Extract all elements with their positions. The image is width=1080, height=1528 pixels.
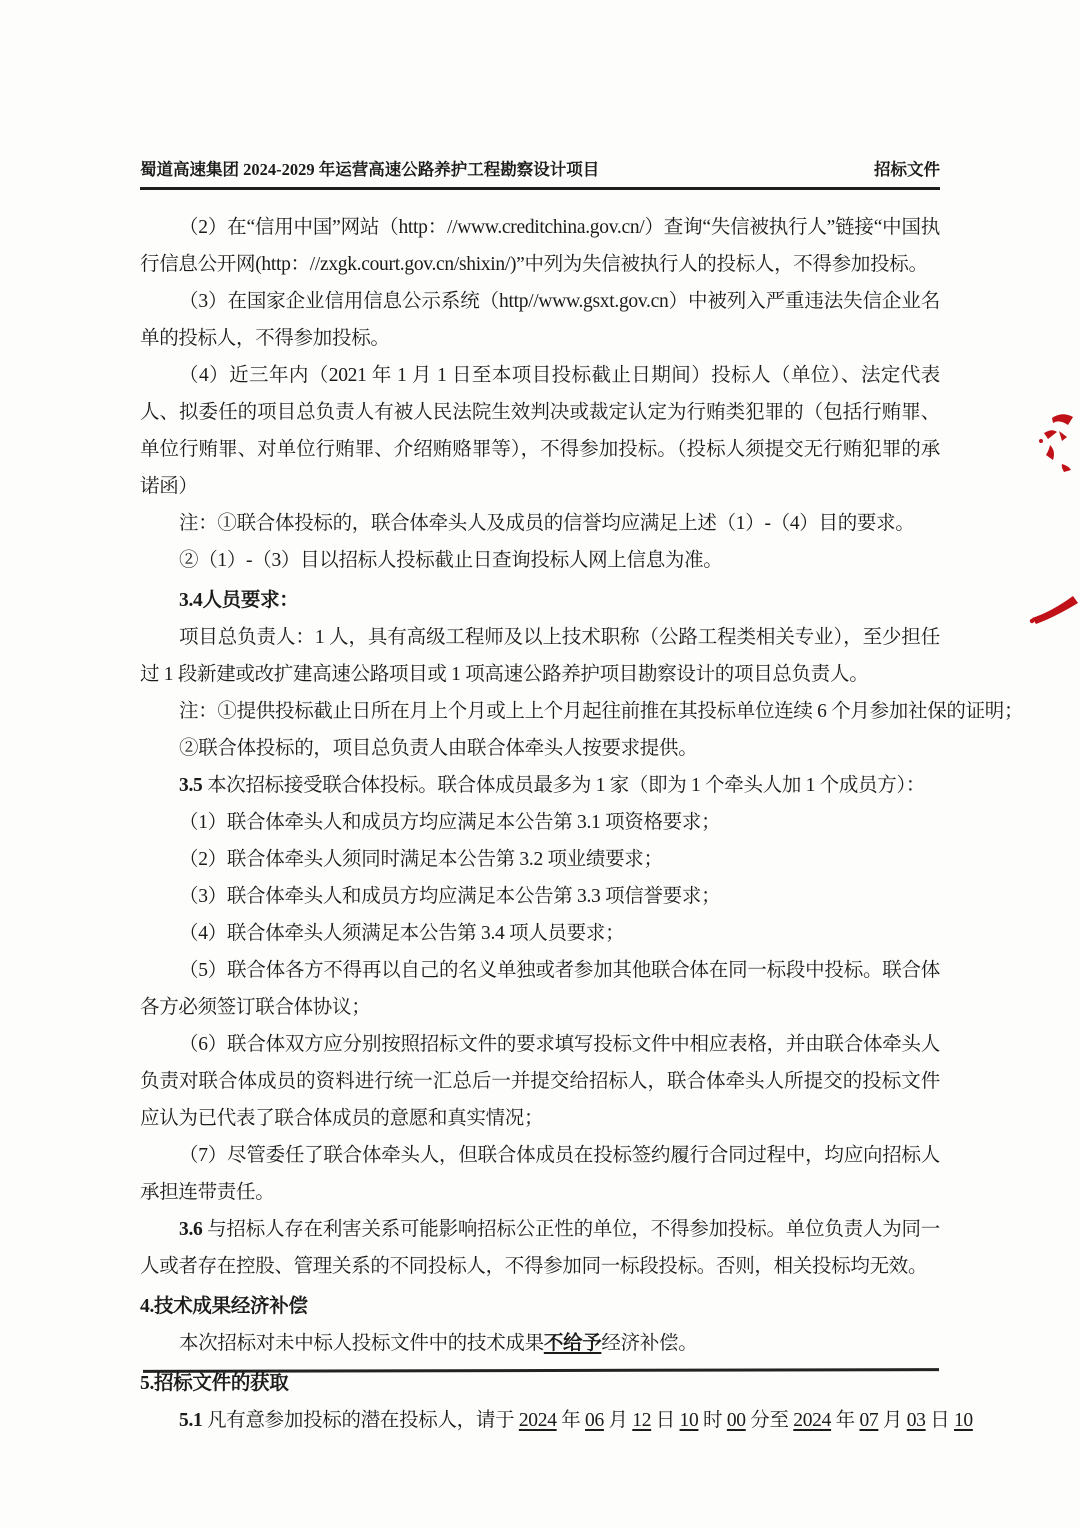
consortium-req-2: （2）联合体牵头人须同时满足本公告第 3.2 项业绩要求； [179, 849, 663, 870]
clause-2-dishonest-executee: （2）在“信用中国”网站（http：//www.creditchina.gov.cn/）查询“失信被执行人”链接“中国执行信息公开网(http：//zxgk.court.gov.cn/shixin/)”中列为失信被执行人的投标人，不得参加投标。 [140, 217, 940, 275]
consortium-req-1: （1）联合体牵头人和成员方均应满足本公告第 3.1 项资格要求； [179, 812, 721, 833]
red-ink-stroke-icon [1028, 592, 1080, 626]
note-query-basis: ②（1）-（3）目以招标人投标截止日查询投标人网上信息为准。 [179, 550, 723, 571]
consortium-req-5: （5）联合体各方不得再以自己的名义单独或者参加其他联合体在同一标段中投标。联合体各方必须签订联合体协议； [140, 960, 940, 1018]
clause-5-1-obtain-time: 5.1 凡有意参加投标的潜在投标人，请于 2024 年 06 月 12 日 10 时 00 分至 2024 年 07 月 03 日 10 [179, 1410, 973, 1431]
note-consortium-credit: 注：①联合体投标的，联合体牵头人及成员的信誉均应满足上述（1）-（4）目的要求。 [179, 513, 915, 534]
consortium-req-3: （3）联合体牵头人和成员方均应满足本公告第 3.3 项信誉要求； [179, 886, 721, 907]
consortium-req-7: （7）尽管委任了联合体牵头人，但联合体成员在投标签约履行合同过程中，均应向招标人承担连带责任。 [140, 1145, 940, 1203]
document-header [140, 156, 940, 190]
header-project-title: 蜀道高速集团 2024-2029 年运营高速公路养护工程勘察设计项目 [140, 160, 600, 179]
section-3-4-heading: 3.4人员要求： [179, 590, 299, 611]
note-social-insurance: 注：①提供投标截止日所在月上个月或上上个月起往前推在其投标单位连续 6 个月参加社保的证明； [179, 701, 1024, 722]
page-content [140, 156, 1024, 1439]
section-4-heading: 4.技术成果经济补偿 [140, 1296, 308, 1317]
clause-no-compensation: 本次招标对未中标人投标文件中的技术成果不给予经济补偿。 [179, 1333, 698, 1354]
clause-4-bribery-crimes: （4）近三年内（2021 年 1 月 1 日至本项目投标截止日期间）投标人（单位）、法定代表人、拟委任的项目总负责人有被人民法院生效判决或裁定认定为行贿类犯罪的（包括行贿罪、单位行贿罪、对单位行贿罪、介绍贿赂罪等），不得参加投标。（投标人须提交无行贿犯罪的承诺函） [140, 365, 940, 497]
header-doc-type: 招标文件 [874, 160, 940, 179]
clause-3-5-consortium: 3.5 本次招标接受联合体投标。联合体成员最多为 1 家（即为 1 个牵头人加 1 个成员方）： [179, 775, 926, 796]
clause-chief-designer: 项目总负责人：1 人，具有高级工程师及以上技术职称（公路工程类相关专业），至少担任过 1 段新建或改扩建高速公路项目或 1 项高速公路养护项目勘察设计的项目总负责人。 [140, 627, 940, 685]
section-5-heading: 5.招标文件的获取 [140, 1373, 289, 1394]
document-body [140, 209, 1024, 1439]
consortium-req-4: （4）联合体牵头人须满足本公告第 3.4 项人员要求； [179, 923, 625, 944]
clause-3-gsxt-blacklist: （3）在国家企业信用信息公示系统（http//www.gsxt.gov.cn）中被列入严重违法失信企业名单的投标人，不得参加投标。 [140, 291, 940, 349]
clause-3-6-conflict: 3.6 与招标人存在利害关系可能影响招标公正性的单位，不得参加投标。单位负责人为同一人或者存在控股、管理关系的不同投标人，不得参加同一标段投标。否则，相关投标均无效。 [140, 1219, 940, 1277]
red-ink-stamp-fragment-icon [1022, 410, 1080, 476]
consortium-req-6: （6）联合体双方应分别按照招标文件的要求填写投标文件中相应表格，并由联合体牵头人负责对联合体成员的资料进行统一汇总后一并提交给招标人，联合体牵头人所提交的投标文件应认为已代表了联合体成员的意愿和真实情况； [140, 1034, 940, 1129]
note-consortium-chief: ②联合体投标的，项目总负责人由联合体牵头人按要求提供。 [179, 738, 698, 759]
